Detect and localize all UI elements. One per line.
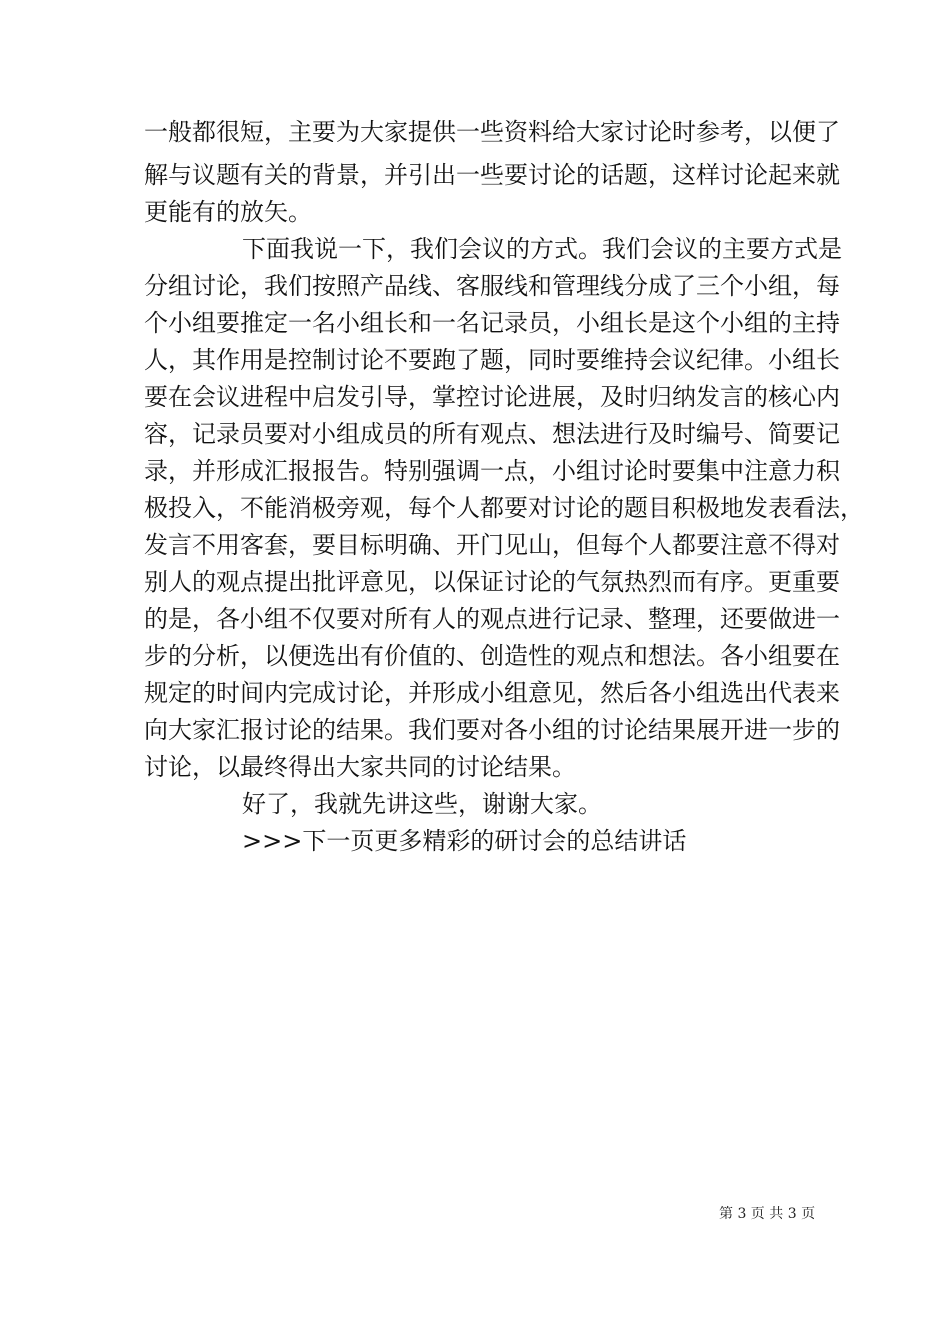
paragraph-line: 极投入，不能消极旁观，每个人都要对讨论的题目积极地发表看法， — [144, 494, 864, 522]
next-page-link[interactable]: >>>下一页更多精彩的研讨会的总结讲话 — [242, 827, 687, 855]
page-number: 第 3 页 共 3 页 — [719, 1206, 816, 1222]
paragraph-line: 一般都很短，主要为大家提供一些资料给大家讨论时参考，以便了 — [144, 118, 840, 146]
paragraph-line: 讨论，以最终得出大家共同的讨论结果。 — [144, 753, 576, 781]
paragraph-line: 规定的时间内完成讨论，并形成小组意见，然后各小组选出代表来 — [144, 679, 840, 707]
paragraph-line: 别人的观点提出批评意见，以保证讨论的气氛热烈而有序。更重要 — [144, 568, 840, 596]
paragraph-line: 解与议题有关的背景，并引出一些要讨论的话题，这样讨论起来就 — [144, 161, 840, 189]
paragraph-line: 人，其作用是控制讨论不要跑了题，同时要维持会议纪律。小组长 — [144, 346, 840, 374]
paragraph-line: 个小组要推定一名小组长和一名记录员，小组长是这个小组的主持 — [144, 309, 840, 337]
paragraph-line: 更能有的放矢。 — [144, 198, 312, 226]
closing-line: 好了，我就先讲这些，谢谢大家。 — [242, 790, 602, 818]
paragraph-line: 步的分析，以便选出有价值的、创造性的观点和想法。各小组要在 — [144, 642, 840, 670]
paragraph-line: 的是，各小组不仅要对所有人的观点进行记录、整理，还要做进一 — [144, 605, 840, 633]
paragraph-line: 录，并形成汇报报告。特别强调一点，小组讨论时要集中注意力积 — [144, 457, 840, 485]
paragraph-line: 发言不用客套，要目标明确、开门见山，但每个人都要注意不得对 — [144, 531, 840, 559]
paragraph-line: 要在会议进程中启发引导，掌控讨论进展，及时归纳发言的核心内 — [144, 383, 840, 411]
paragraph-line: 向大家汇报讨论的结果。我们要对各小组的讨论结果展开进一步的 — [144, 716, 840, 744]
paragraph-line: 分组讨论，我们按照产品线、客服线和管理线分成了三个小组，每 — [144, 272, 840, 300]
paragraph-line: 容，记录员要对小组成员的所有观点、想法进行及时编号、简要记 — [144, 420, 840, 448]
paragraph-line: 下面我说一下，我们会议的方式。我们会议的主要方式是 — [242, 235, 842, 263]
